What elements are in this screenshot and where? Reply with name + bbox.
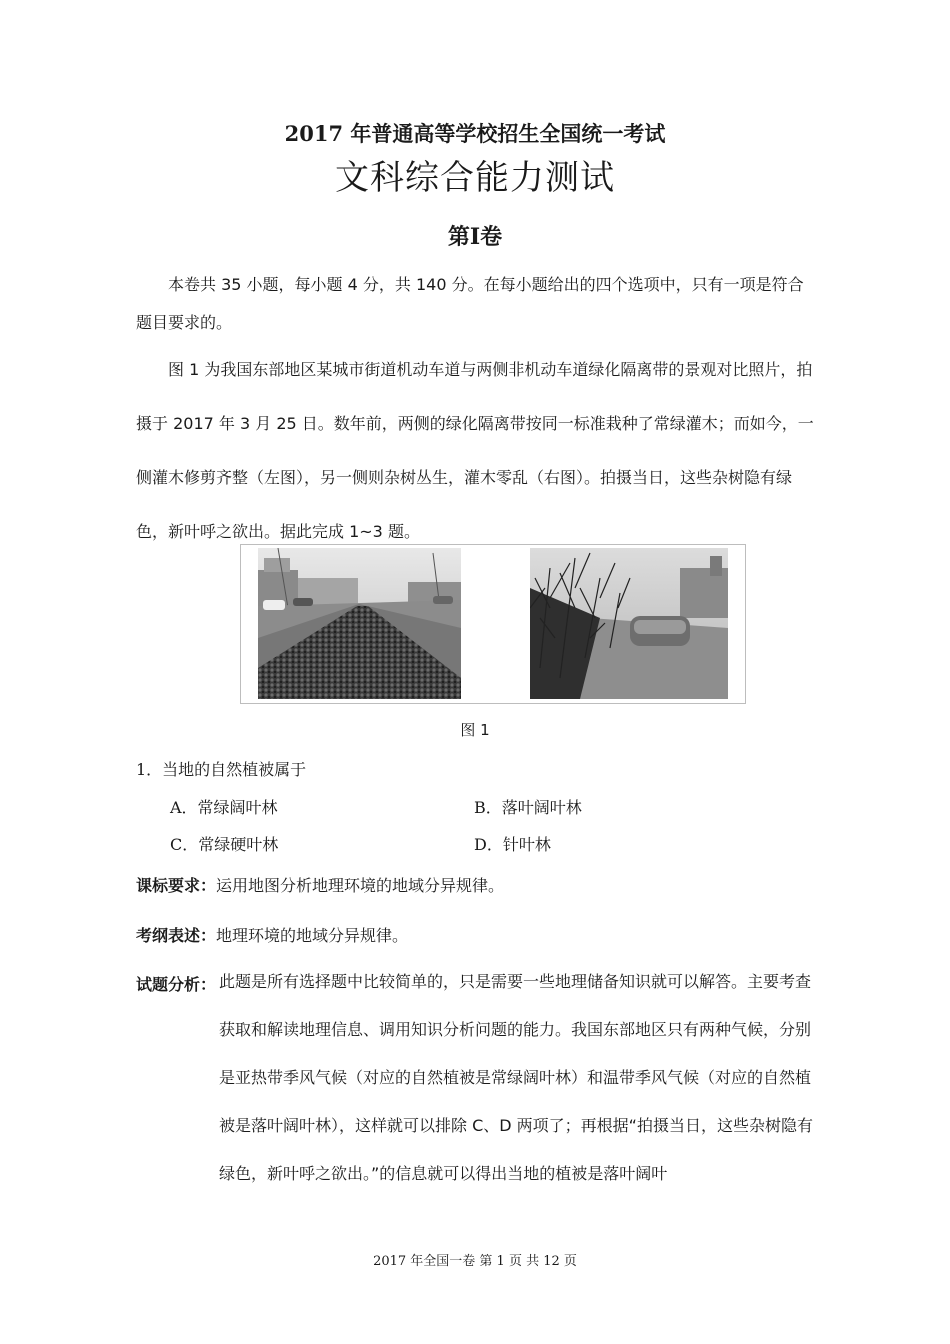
- curriculum-requirement: [136, 873, 504, 896]
- figure-1: [240, 544, 746, 704]
- page-footer: 2017 年全国一卷 第 1 页 共 12 页: [373, 1254, 577, 1269]
- option-c: C．常绿硬叶林: [170, 835, 279, 854]
- analysis-label: 试题分析：: [136, 975, 217, 994]
- analysis-text: 此题是所有选择题中比较简单的，只是需要一些地理储备知识就可以解答。主要考查获取和解读地理信息、调用知识分析问题的能力。我国东部地区只有两种气候，分别是亚热带季风气候（对应的自然植被是常绿阔叶林）和温带季风气候（对应的自然植被是落叶阔叶林），这样就可以排除 C、D 两项了；再根据“拍摄当日，这些杂树隐有绿色，新叶呼之欲出。”的信息就可以得出当地的植被是落叶阔叶: [219, 972, 813, 1183]
- volume-title: 第Ⅰ卷: [447, 224, 503, 250]
- overgrown-shrub-photo: [530, 548, 728, 699]
- curriculum-text: 运用地图分析地理环境的地域分异规律。: [216, 876, 505, 895]
- subject-title: 文科综合能力测试: [335, 158, 615, 198]
- syllabus-text: 地理环境的地域分异规律。: [216, 926, 409, 945]
- syllabus-label: 考纲表述：: [136, 926, 217, 945]
- passage: 图 1 为我国东部地区某城市街道机动车道与两侧非机动车道绿化隔离带的景观对比照片，拍摄于 2017 年 3 月 25 日。数年前，两侧的绿化隔离带按同一标准栽种了常绿灌木；而如今，一侧灌木修剪齐整（左图），另一侧则杂树丛生，灌木零乱（右图）。拍摄当日，这些杂树隐有绿色，新叶呼之欲出。据此完成 1~3 题。: [136, 360, 814, 541]
- option-b: B．落叶阔叶林: [474, 798, 582, 817]
- trimmed-shrub-photo: [258, 548, 461, 699]
- curriculum-label: 课标要求：: [136, 876, 217, 895]
- figure-caption: 图 1: [460, 721, 490, 739]
- exam-title: 2017 年普通高等学校招生全国统一考试: [284, 121, 666, 146]
- option-a: A．常绿阔叶林: [170, 798, 278, 817]
- question-stem: 1．当地的自然植被属于: [136, 760, 307, 779]
- syllabus-statement: [136, 923, 408, 946]
- instructions: 本卷共 35 小题，每小题 4 分，共 140 分。在每小题给出的四个选项中，只有一项是符合题目要求的。: [136, 275, 804, 332]
- option-d: D．针叶林: [474, 835, 551, 854]
